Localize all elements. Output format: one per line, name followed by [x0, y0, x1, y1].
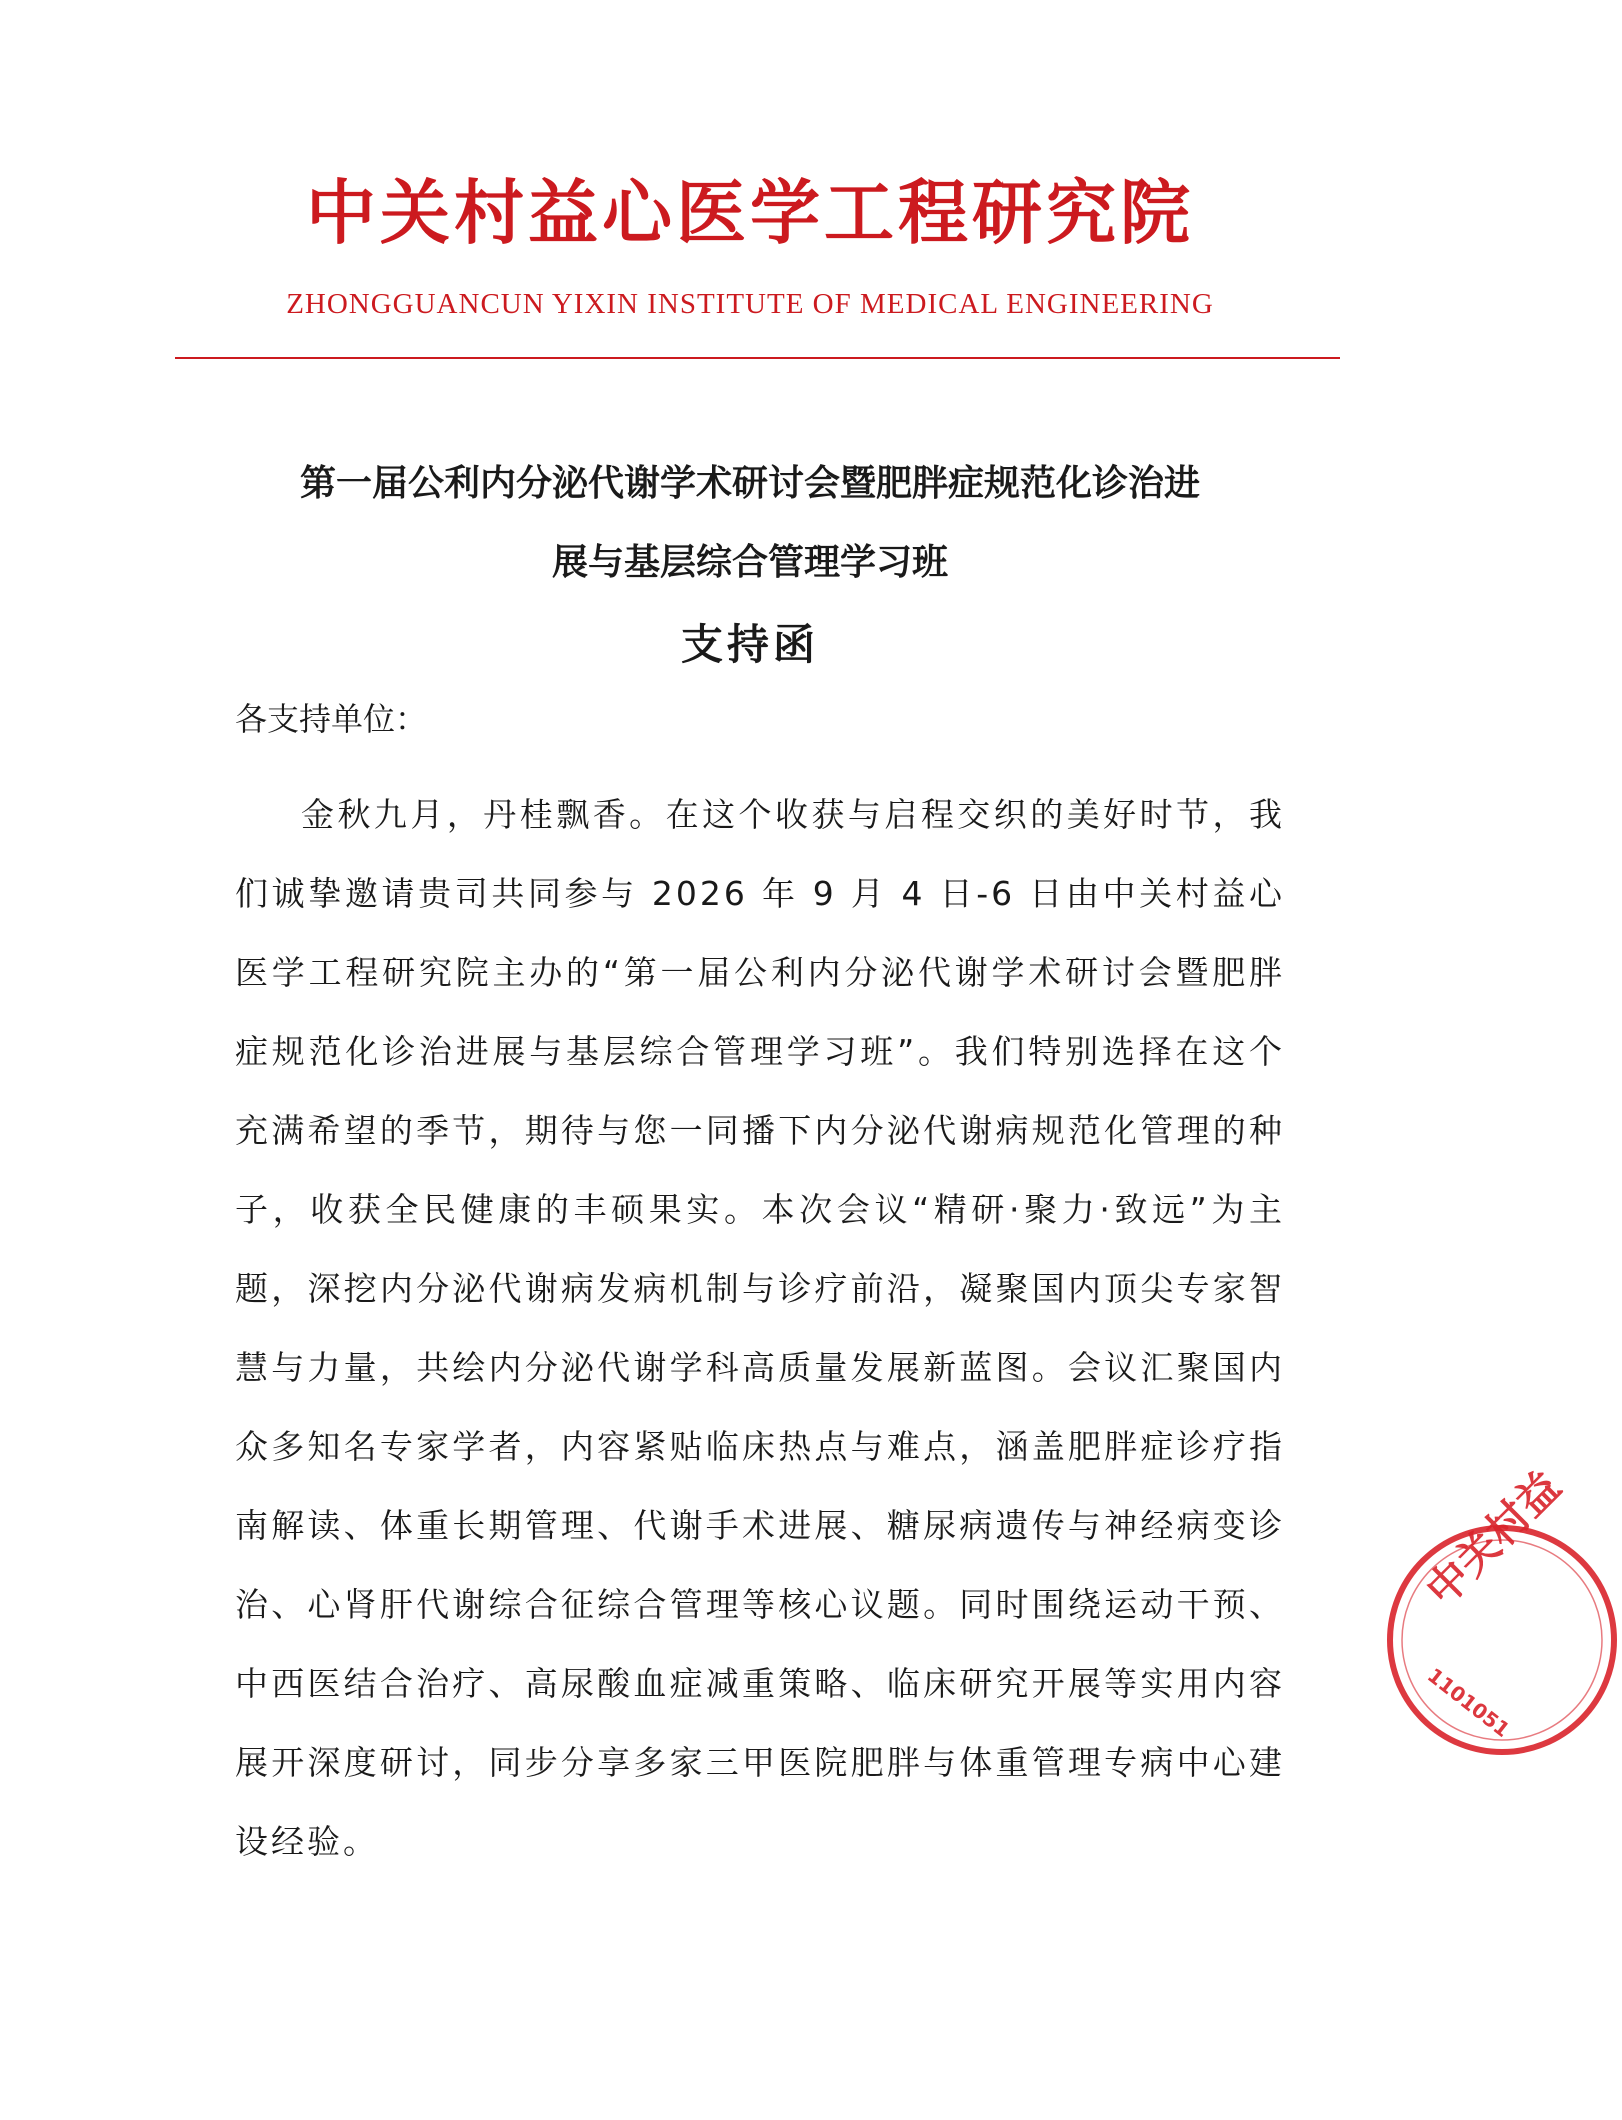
letterhead-name-en: ZHONGGUANCUN YIXIN INSTITUTE OF MEDICAL ENGINEERING — [286, 288, 1214, 320]
official-seal — [1382, 1461, 1622, 1760]
salutation: 各支持单位： — [235, 700, 428, 738]
seal-number: 1101051 — [1422, 1663, 1515, 1742]
document-title-line-1: 第一届公利内分泌代谢学术研讨会暨肥胖症规范化诊治进 — [299, 463, 1200, 504]
letterhead-divider — [175, 357, 1340, 359]
body-paragraph: 金秋九月，丹桂飘香。在这个收获与启程交织的美好时节，我们诚挚邀请贵司共同参与 2026 年 9 月 4 日-6 日由中关村益心医学工程研究院主办的“第一届公利内分泌代谢学术研讨会暨肥胖症规范化诊治进展与基层综合管理学习班”。我们特别选择在这个充满希望的季节，期待与您一同播下内分泌代谢病规范化管理的种子，收获全民健康的丰硕果实。本次会议“精研·聚力·致远”为主题，深挖内分泌代谢病发病机制与诊疗前沿，凝聚国内顶尖专家智慧与力量，共绘内分泌代谢学科高质量发展新蓝图。会议汇聚国内众多知名专家学者，内容紧贴临床热点与难点，涵盖肥胖症诊疗指南解读、体重长期管理、代谢手术进展、糖尿病遗传与神经病变诊治、心肾肝代谢综合征综合管理等核心议题。同时围绕运动干预、中西医结合治疗、高尿酸血症减重策略、临床研究开展等实用内容展开深度研讨，同步分享多家三甲医院肥胖与体重管理专病中心建设经验。 — [235, 795, 1285, 1861]
document-title-line-2: 展与基层综合管理学习班 — [551, 542, 948, 583]
seal-text: 中关村益 — [1416, 1461, 1570, 1616]
letterhead-name-cn: 中关村益心医学工程研究院 — [306, 171, 1194, 254]
document-type-heading: 支持函 — [680, 620, 819, 669]
